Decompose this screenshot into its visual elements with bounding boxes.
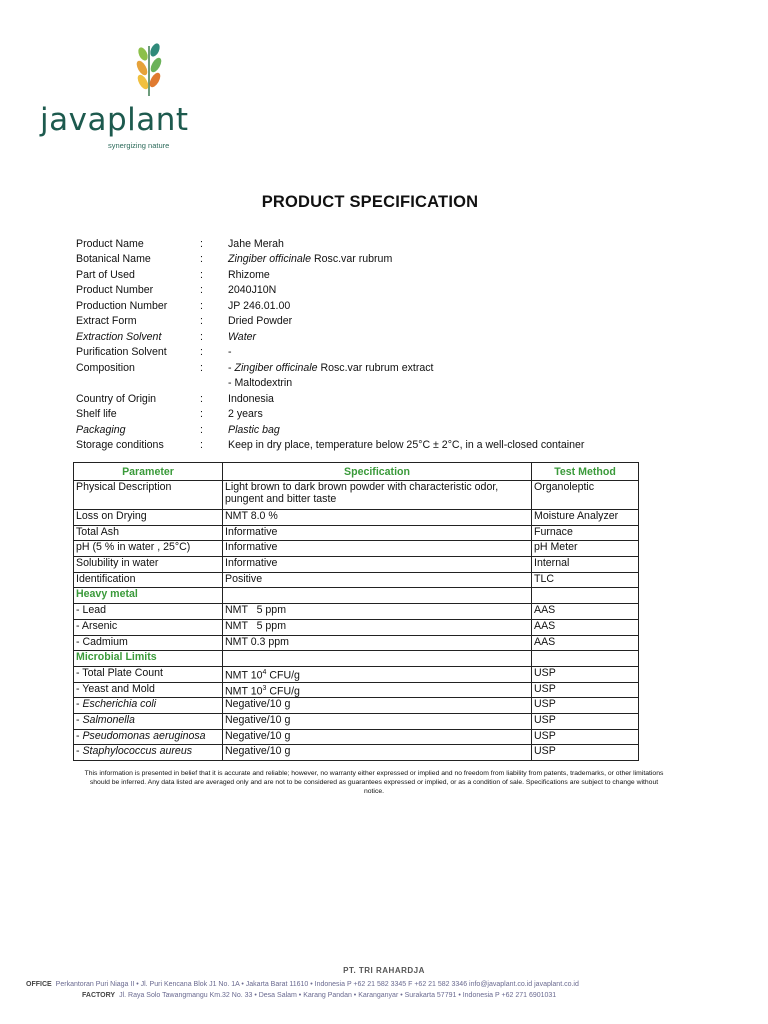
spec-text: NMT 5 ppm xyxy=(225,604,287,617)
test-method-cell: Furnace xyxy=(532,525,639,541)
spec-text: Positive xyxy=(225,572,263,585)
parameter-italic: Salmonella xyxy=(82,713,135,726)
test-method-cell: USP xyxy=(532,698,639,714)
info-colon: : xyxy=(200,392,203,405)
spec-text: Negative/10 g xyxy=(225,745,291,758)
product-info xyxy=(76,236,716,453)
table-row xyxy=(74,481,639,510)
info-row xyxy=(76,236,716,252)
test-method-cell: USP xyxy=(532,666,639,682)
info-row xyxy=(76,329,716,345)
info-value xyxy=(228,377,716,389)
info-value-text: 2 years xyxy=(228,408,263,421)
footer-office-label: OFFICE xyxy=(26,981,52,988)
info-colon: : xyxy=(200,315,203,328)
parameter-prefix: - xyxy=(76,729,83,742)
test-method-cell: USP xyxy=(532,682,639,698)
specification-cell xyxy=(223,635,532,651)
specification-cell xyxy=(223,604,532,620)
info-label: Composition xyxy=(76,361,135,374)
parameter-cell xyxy=(74,729,223,745)
test-method-cell: pH Meter xyxy=(532,541,639,557)
specification-cell xyxy=(223,713,532,729)
specification-cell xyxy=(223,698,532,714)
info-value xyxy=(228,253,716,265)
info-label: Product Name xyxy=(76,237,144,250)
parameter-cell xyxy=(74,510,223,526)
parameter-cell xyxy=(74,604,223,620)
info-colon: : xyxy=(200,268,203,281)
info-label: Botanical Name xyxy=(76,253,151,266)
parameter-text: - Cadmium xyxy=(76,635,128,648)
parameter-cell xyxy=(74,572,223,588)
table-row xyxy=(74,713,639,729)
spec-text: NMT 5 ppm xyxy=(225,619,287,632)
parameter-text: pH (5 % in water , 25°C) xyxy=(76,541,191,554)
info-colon: : xyxy=(200,330,203,343)
info-value xyxy=(228,424,716,436)
info-colon: : xyxy=(200,237,203,250)
table-row xyxy=(74,745,639,761)
parameter-cell xyxy=(74,635,223,651)
info-value-text: JP 246.01.00 xyxy=(228,299,291,312)
info-colon: : xyxy=(200,346,203,359)
spec-text: Informative xyxy=(225,557,278,570)
spec-text: Negative/10 g xyxy=(225,729,291,742)
table-row xyxy=(74,572,639,588)
brand-tagline: synergizing nature xyxy=(108,141,170,150)
specification-cell xyxy=(223,557,532,573)
info-label: Packaging xyxy=(76,423,126,436)
info-row xyxy=(76,252,716,268)
info-label: Country of Origin xyxy=(76,392,157,405)
info-colon: : xyxy=(200,423,203,436)
javaplant-logo xyxy=(40,38,200,153)
parameter-prefix: - xyxy=(76,698,83,711)
test-method-cell: AAS xyxy=(532,635,639,651)
test-method-cell: USP xyxy=(532,713,639,729)
test-method-cell: TLC xyxy=(532,572,639,588)
spec-text: Negative/10 g xyxy=(225,713,291,726)
info-row xyxy=(76,314,716,330)
info-value xyxy=(228,393,716,405)
parameter-text: - Lead xyxy=(76,604,107,617)
parameter-text: Solubility in water xyxy=(76,557,159,570)
table-row xyxy=(74,604,639,620)
parameter-text: - Total Plate Count xyxy=(76,666,163,679)
info-row xyxy=(76,283,716,299)
info-label: Product Number xyxy=(76,284,154,297)
empty-cell xyxy=(223,588,532,604)
info-label: Purification Solvent xyxy=(76,346,167,359)
info-value xyxy=(228,315,716,327)
empty-cell xyxy=(532,588,639,604)
table-row xyxy=(74,682,639,698)
parameter-cell xyxy=(74,541,223,557)
header-test-method: Test Method xyxy=(532,463,639,481)
spec-text: Informative xyxy=(225,525,278,538)
info-value-italic: Zingiber officinale xyxy=(234,361,318,374)
test-method-cell: Internal xyxy=(532,557,639,573)
info-value-text: Jahe Merah xyxy=(228,237,284,250)
table-row xyxy=(74,698,639,714)
info-value-text: Water xyxy=(228,330,257,343)
specification-table xyxy=(73,462,639,761)
info-label: Storage conditions xyxy=(76,439,164,452)
footer-factory-label: FACTORY xyxy=(82,992,116,999)
info-value xyxy=(228,331,716,343)
info-value xyxy=(228,408,716,420)
table-row xyxy=(74,557,639,573)
footer-factory-address: Jl. Raya Solo Tawangmangu Km.32 No. 33 • Desa Salam • Karang Pandan • Karanganyar • Surakarta 57791 • Indonesia P +62 271 6901031 xyxy=(119,992,557,999)
info-label: Part of Used xyxy=(76,268,135,281)
specification-cell xyxy=(223,729,532,745)
parameter-cell xyxy=(74,713,223,729)
table-row xyxy=(74,635,639,651)
info-label: Extract Form xyxy=(76,315,137,328)
info-value xyxy=(228,269,716,281)
info-label: Shelf life xyxy=(76,408,117,421)
parameter-italic: Escherichia coli xyxy=(82,698,157,711)
parameter-cell xyxy=(74,745,223,761)
header-specification: Specification xyxy=(223,463,532,481)
info-value-text: Indonesia xyxy=(228,392,274,405)
info-value-text: Plastic bag xyxy=(228,423,280,436)
spec-text: CFU/g xyxy=(266,685,300,698)
parameter-text: Identification xyxy=(76,572,136,585)
info-row xyxy=(76,345,716,361)
info-label: Production Number xyxy=(76,299,168,312)
specification-cell xyxy=(223,619,532,635)
parameter-cell xyxy=(74,481,223,510)
info-colon: : xyxy=(200,253,203,266)
empty-cell xyxy=(223,651,532,667)
info-value xyxy=(228,346,716,358)
info-value-italic: Zingiber officinale xyxy=(228,253,312,266)
footer-office-address: Perkantoran Puri Niaga II • Jl. Puri Kencana Blok J1 No. 1A • Jakarta Barat 11610 • Indonesia P +62 21 582 3345 F +62 21 582 3346 info@javaplant.co.id javaplant.co.id xyxy=(55,981,579,988)
info-value-prefix: - xyxy=(228,361,235,374)
parameter-cell xyxy=(74,525,223,541)
info-colon: : xyxy=(200,361,203,374)
parameter-italic: Pseudomonas aeruginosa xyxy=(82,729,206,742)
parameter-prefix: - xyxy=(76,745,83,758)
parameter-text: - Arsenic xyxy=(76,619,118,632)
spec-text: Informative xyxy=(225,541,278,554)
section-row xyxy=(74,588,639,604)
section-label: Heavy metal xyxy=(74,588,223,604)
info-colon: : xyxy=(200,408,203,421)
specification-cell xyxy=(223,481,532,510)
table-row xyxy=(74,666,639,682)
info-row xyxy=(76,376,716,392)
spec-text: Negative/10 g xyxy=(225,698,291,711)
info-value xyxy=(228,238,716,250)
info-row xyxy=(76,298,716,314)
specification-cell xyxy=(223,510,532,526)
parameter-cell xyxy=(74,682,223,698)
test-method-cell: USP xyxy=(532,729,639,745)
info-colon: : xyxy=(200,284,203,297)
info-row xyxy=(76,391,716,407)
info-row xyxy=(76,422,716,438)
page-title: PRODUCT SPECIFICATION xyxy=(261,193,479,211)
info-value-text: - Maltodextrin xyxy=(228,377,293,390)
info-value xyxy=(228,362,716,374)
footer-factory xyxy=(82,992,768,999)
table-row xyxy=(74,619,639,635)
section-label: Microbial Limits xyxy=(74,651,223,667)
info-value-text: Rosc.var rubrum extract xyxy=(317,361,434,374)
info-value-text: Keep in dry place, temperature below 25°C ± 2°C, in a well-closed container xyxy=(228,439,585,452)
info-row xyxy=(76,407,716,423)
spec-text: NMT 0.3 ppm xyxy=(225,635,289,648)
specification-cell xyxy=(223,525,532,541)
specification-cell xyxy=(223,745,532,761)
spec-text: Light brown to dark brown powder with characteristic odor, pungent and bitter taste xyxy=(225,481,502,505)
parameter-cell xyxy=(74,557,223,573)
parameter-text: - Yeast and Mold xyxy=(76,682,155,695)
spec-text: CFU/g xyxy=(266,669,300,682)
parameter-prefix: - xyxy=(76,713,83,726)
info-value-text: Rhizome xyxy=(228,268,270,281)
footer-company: PT. TRI RAHARDJA xyxy=(343,966,425,975)
info-value-text: - xyxy=(228,346,232,359)
table-row xyxy=(74,510,639,526)
spec-exponent: 3 xyxy=(262,684,267,692)
table-row xyxy=(74,729,639,745)
spec-exponent: 4 xyxy=(262,668,267,676)
leaf-logo-icon xyxy=(134,38,164,98)
specification-cell xyxy=(223,541,532,557)
test-method-cell: Moisture Analyzer xyxy=(532,510,639,526)
table-header-row xyxy=(74,463,639,481)
brand-name: javaplant xyxy=(40,102,189,138)
info-value-text: Dried Powder xyxy=(228,315,293,328)
info-row xyxy=(76,267,716,283)
specification-cell xyxy=(223,572,532,588)
info-value-text: 2040J10N xyxy=(228,284,277,297)
spec-prefix: NMT 10 xyxy=(225,685,263,698)
spec-prefix: NMT 10 xyxy=(225,669,263,682)
info-row xyxy=(76,438,716,454)
test-method-cell: AAS xyxy=(532,619,639,635)
parameter-italic: Staphylococcus aureus xyxy=(82,745,193,758)
footer-office xyxy=(26,981,766,988)
info-value-text: Rosc.var rubrum xyxy=(311,253,393,266)
info-colon: : xyxy=(200,299,203,312)
specification-cell xyxy=(223,666,532,682)
disclaimer: This information is presented in belief that it is accurate and reliable; however, no warranty either expressed or implied and no freedom from liability from patents, trademarks, or other limitations should be inferred. Any data listed are averaged only and are not to be considered as guarantees expressed or implied, or as a condition of sale. Specifications are subject to change without notice. xyxy=(84,770,664,795)
table-row xyxy=(74,525,639,541)
spec-text: NMT 8.0 % xyxy=(225,510,278,522)
parameter-text: Loss on Drying xyxy=(76,510,147,522)
parameter-cell xyxy=(74,666,223,682)
section-row xyxy=(74,651,639,667)
empty-cell xyxy=(532,651,639,667)
parameter-cell xyxy=(74,698,223,714)
info-colon: : xyxy=(200,439,203,452)
parameter-cell xyxy=(74,619,223,635)
info-value xyxy=(228,439,716,451)
parameter-text: Total Ash xyxy=(76,525,119,538)
test-method-cell: Organoleptic xyxy=(532,481,639,510)
parameter-text: Physical Description xyxy=(76,481,172,493)
test-method-cell: USP xyxy=(532,745,639,761)
header-parameter: Parameter xyxy=(74,463,223,481)
info-value xyxy=(228,284,716,296)
table-row xyxy=(74,541,639,557)
test-method-cell: AAS xyxy=(532,604,639,620)
info-row xyxy=(76,360,716,376)
info-label: Extraction Solvent xyxy=(76,330,162,343)
specification-cell xyxy=(223,682,532,698)
info-value xyxy=(228,300,716,312)
